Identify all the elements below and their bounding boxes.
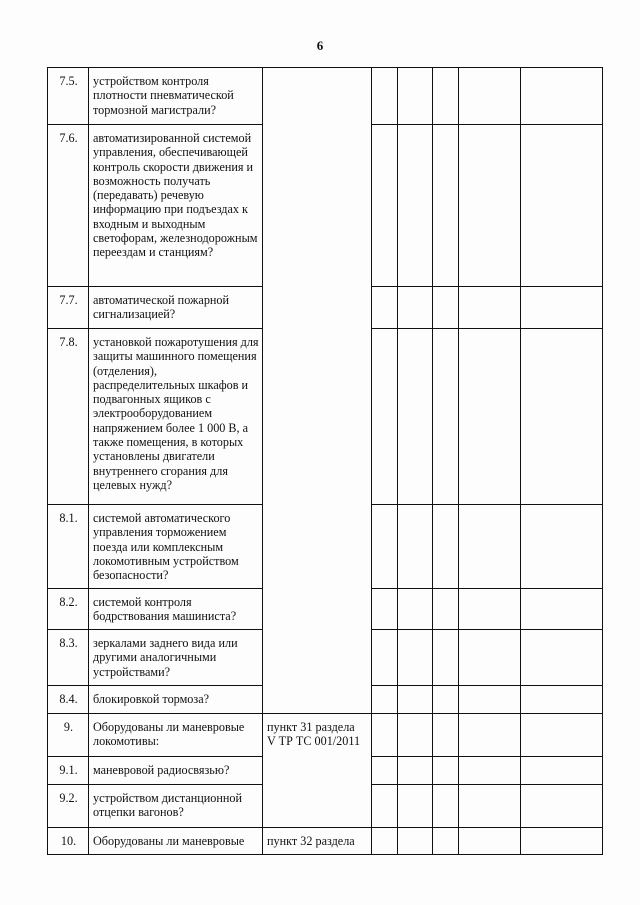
row-number: 8.3. bbox=[48, 630, 89, 686]
question-text: автоматизированной системой управления, обеспечивающей контроль скорости движения и возможность получать (передавать) речевую информацию при подъездах к входным и выходным светофорам, железнодорожным переездам и станциям? bbox=[89, 125, 263, 287]
answer-no-cell[interactable] bbox=[398, 757, 433, 785]
answer-na-cell[interactable] bbox=[433, 68, 459, 125]
reference-cell bbox=[263, 828, 372, 855]
question-text: Оборудованы ли маневровые bbox=[89, 828, 263, 855]
attempt-cell[interactable] bbox=[459, 125, 521, 287]
answer-no-cell[interactable] bbox=[398, 785, 433, 828]
row-number: 9.2. bbox=[48, 785, 89, 828]
row-number: 8.1. bbox=[48, 505, 89, 589]
answer-yes-cell[interactable] bbox=[372, 589, 398, 630]
attempt-cell[interactable] bbox=[459, 68, 521, 125]
answer-no-cell[interactable] bbox=[398, 329, 433, 505]
row-number: 9.1. bbox=[48, 757, 89, 785]
row-number: 10. bbox=[48, 828, 89, 855]
answer-no-cell[interactable] bbox=[398, 505, 433, 589]
notes-cell[interactable] bbox=[521, 68, 603, 125]
answer-no-cell[interactable] bbox=[398, 686, 433, 714]
attempt-cell[interactable] bbox=[459, 828, 521, 855]
answer-no-cell[interactable] bbox=[398, 287, 433, 329]
notes-cell[interactable] bbox=[521, 287, 603, 329]
reference-line: пункт 32 раздела bbox=[267, 834, 355, 848]
answer-no-cell[interactable] bbox=[398, 589, 433, 630]
question-text: Оборудованы ли маневровые локомотивы: bbox=[89, 714, 263, 757]
row-number: 7.6. bbox=[48, 125, 89, 287]
question-text: системой автоматического управления торможением поезда или комплексным локомотивным устройством безопасности? bbox=[89, 505, 263, 589]
reference-cell bbox=[263, 68, 372, 714]
reference-line: пункт 31 раздела bbox=[267, 720, 355, 734]
attempt-cell[interactable] bbox=[459, 287, 521, 329]
question-text: устройством дистанционной отцепки вагонов? bbox=[89, 785, 263, 828]
attempt-cell[interactable] bbox=[459, 630, 521, 686]
answer-no-cell[interactable] bbox=[398, 125, 433, 287]
answer-na-cell[interactable] bbox=[433, 828, 459, 855]
question-text: автоматической пожарной сигнализацией? bbox=[89, 287, 263, 329]
attempt-cell[interactable] bbox=[459, 757, 521, 785]
answer-na-cell[interactable] bbox=[433, 329, 459, 505]
attempt-cell[interactable] bbox=[459, 785, 521, 828]
answer-na-cell[interactable] bbox=[433, 287, 459, 329]
answer-yes-cell[interactable] bbox=[372, 68, 398, 125]
answer-na-cell[interactable] bbox=[433, 630, 459, 686]
answer-yes-cell[interactable] bbox=[372, 125, 398, 287]
inspection-checklist-table bbox=[47, 67, 603, 855]
answer-yes-cell[interactable] bbox=[372, 757, 398, 785]
notes-cell[interactable] bbox=[521, 714, 603, 757]
answer-na-cell[interactable] bbox=[433, 505, 459, 589]
answer-yes-cell[interactable] bbox=[372, 686, 398, 714]
row-number: 8.2. bbox=[48, 589, 89, 630]
table-row bbox=[48, 828, 603, 855]
answer-yes-cell[interactable] bbox=[372, 785, 398, 828]
answer-yes-cell[interactable] bbox=[372, 505, 398, 589]
notes-cell[interactable] bbox=[521, 329, 603, 505]
row-number: 7.5. bbox=[48, 68, 89, 125]
question-text: системой контроля бодрствования машиниста? bbox=[89, 589, 263, 630]
answer-yes-cell[interactable] bbox=[372, 287, 398, 329]
question-text: маневровой радиосвязью? bbox=[89, 757, 263, 785]
attempt-cell[interactable] bbox=[459, 329, 521, 505]
notes-cell[interactable] bbox=[521, 757, 603, 785]
notes-cell[interactable] bbox=[521, 589, 603, 630]
notes-cell[interactable] bbox=[521, 686, 603, 714]
notes-cell[interactable] bbox=[521, 505, 603, 589]
attempt-cell[interactable] bbox=[459, 714, 521, 757]
answer-na-cell[interactable] bbox=[433, 757, 459, 785]
answer-no-cell[interactable] bbox=[398, 714, 433, 757]
attempt-cell[interactable] bbox=[459, 505, 521, 589]
attempt-cell[interactable] bbox=[459, 686, 521, 714]
answer-no-cell[interactable] bbox=[398, 828, 433, 855]
answer-na-cell[interactable] bbox=[433, 125, 459, 287]
answer-yes-cell[interactable] bbox=[372, 714, 398, 757]
answer-yes-cell[interactable] bbox=[372, 329, 398, 505]
notes-cell[interactable] bbox=[521, 785, 603, 828]
row-number: 7.7. bbox=[48, 287, 89, 329]
table-row bbox=[48, 714, 603, 757]
reference-line: V ТР ТС 001/2011 bbox=[267, 734, 361, 749]
answer-yes-cell[interactable] bbox=[372, 828, 398, 855]
question-text: установкой пожаротушения для защиты машинного помещения (отделения), распределительных шкафов и подвагонных ящиков с электрооборудованием напряжением более 1 000 В, а также помещения, в которых установлены двигатели внутреннего сгорания для целевых нужд? bbox=[89, 329, 263, 505]
attempt-cell[interactable] bbox=[459, 589, 521, 630]
answer-no-cell[interactable] bbox=[398, 68, 433, 125]
page-number: 6 bbox=[316, 38, 324, 53]
answer-no-cell[interactable] bbox=[398, 630, 433, 686]
row-number: 8.4. bbox=[48, 686, 89, 714]
notes-cell[interactable] bbox=[521, 828, 603, 855]
table-row bbox=[48, 68, 603, 125]
answer-na-cell[interactable] bbox=[433, 785, 459, 828]
question-text: устройством контроля плотности пневматической тормозной магистрали? bbox=[89, 68, 263, 125]
notes-cell[interactable] bbox=[521, 125, 603, 287]
question-text: зеркалами заднего вида или другими аналогичными устройствами? bbox=[89, 630, 263, 686]
answer-yes-cell[interactable] bbox=[372, 630, 398, 686]
row-number: 7.8. bbox=[48, 329, 89, 505]
notes-cell[interactable] bbox=[521, 630, 603, 686]
question-text: блокировкой тормоза? bbox=[89, 686, 263, 714]
answer-na-cell[interactable] bbox=[433, 686, 459, 714]
row-number: 9. bbox=[48, 714, 89, 757]
answer-na-cell[interactable] bbox=[433, 589, 459, 630]
reference-cell bbox=[263, 714, 372, 828]
answer-na-cell[interactable] bbox=[433, 714, 459, 757]
